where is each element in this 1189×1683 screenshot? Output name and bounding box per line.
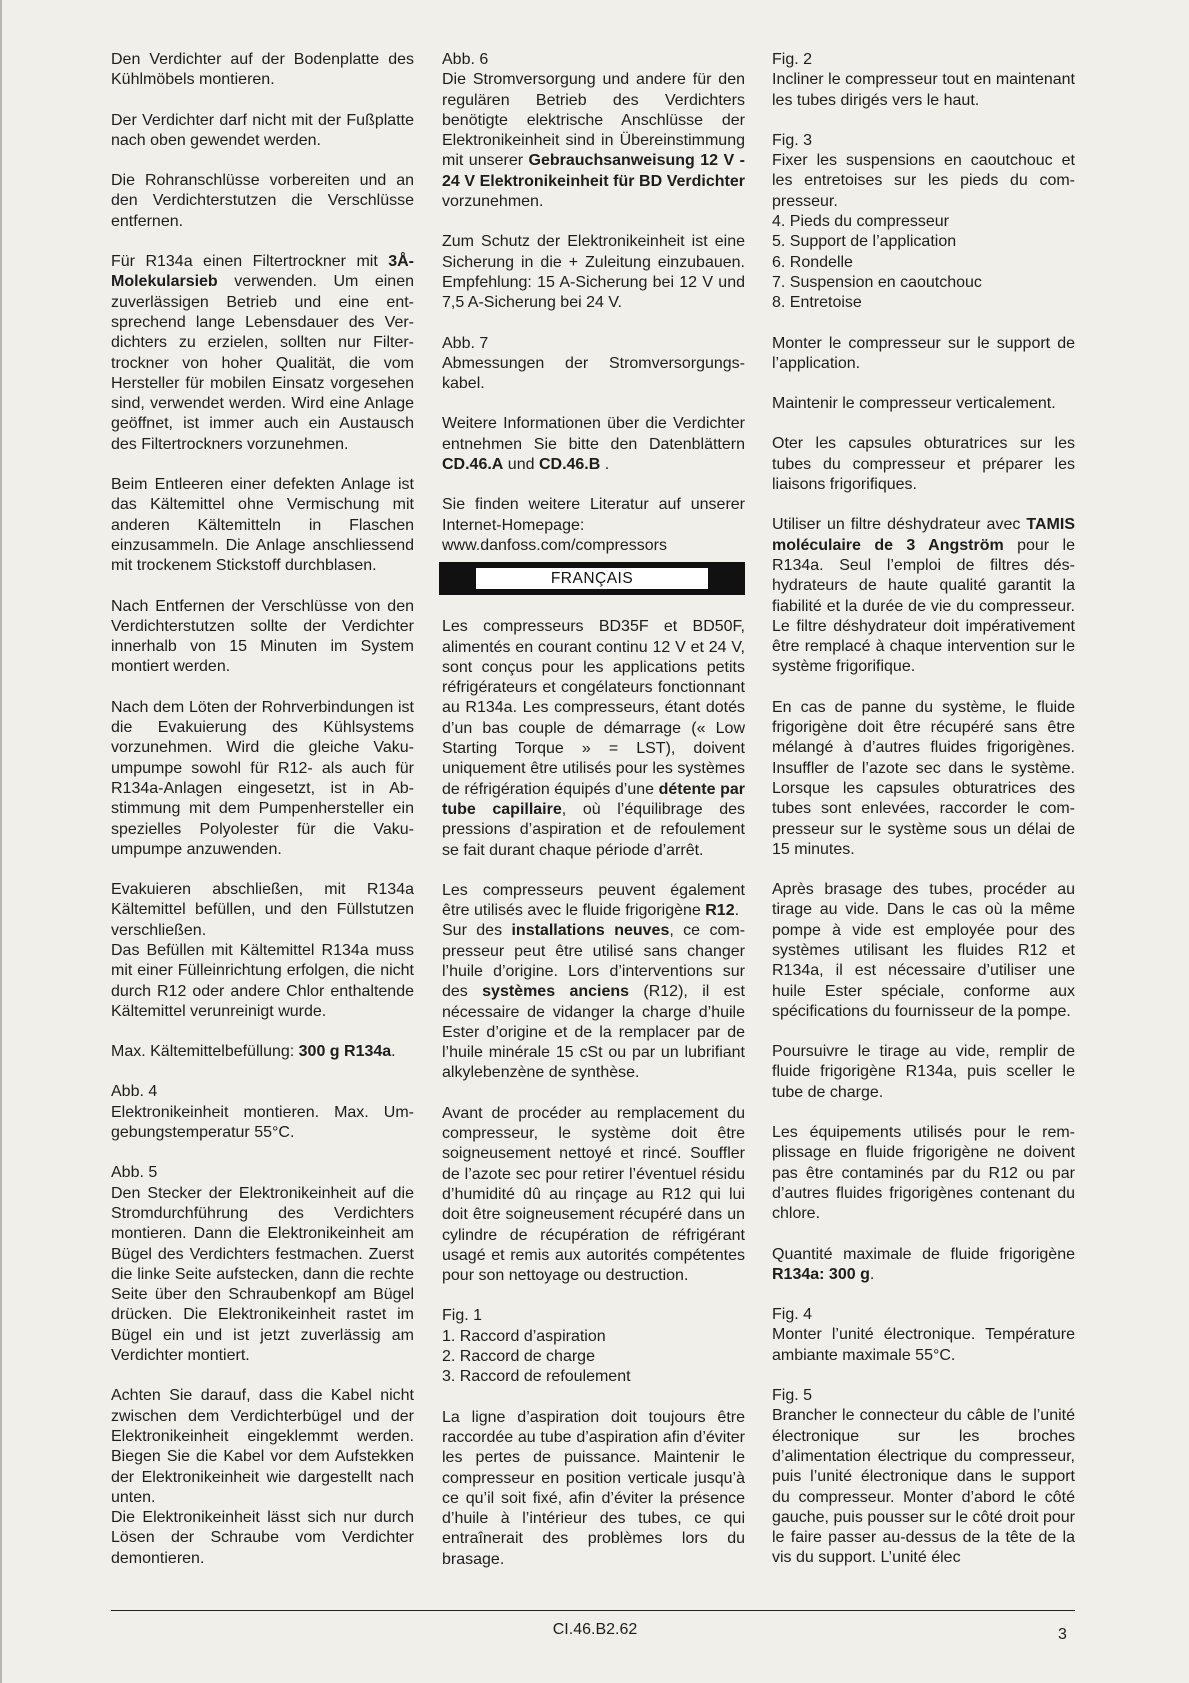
bold-text: 300 g R134a (298, 1043, 392, 1061)
text-run: . (600, 456, 610, 474)
paragraph (772, 434, 1075, 495)
text-run: Die Stromversorgung und andere für den regulären Betrieb des Verdichters benötigte elektrische Anschlüsse der Elektronikeinheit sind in Übereinstimmung mit unserer (442, 71, 745, 170)
bold-text: R134a: 300 g (772, 1265, 870, 1283)
list-item: 6. Rondelle (772, 253, 853, 271)
text-run: Sie finden weitere Literatur auf unserer Internet-Homepage: www.danfoss.com/compressors (442, 496, 745, 554)
paragraph (442, 921, 745, 1083)
text-run: Les compresseurs BD35F et BD50F, alimentés en courant continu 12 V et 24 V, sont conçus pour les applications petits réfrigérateurs et congélateurs fonctionnant au R134a. Les compresseurs, étant dotés d’un bas couple de démarrage (« Low Starting Torque » = LST), doivent uniquement être utilisés pour les systèmes de réfrigération équipés d’une (442, 618, 745, 798)
paragraph (772, 515, 1075, 677)
paragraph (111, 698, 414, 860)
paragraph (772, 1325, 1075, 1366)
figure-reference (442, 334, 745, 354)
bold-text: CD.46.B (538, 456, 601, 474)
list-item: 5. Support de l’application (772, 233, 957, 251)
text-run: En cas de panne du système, le fluide frigorigène doit être récupéré sans être mélangé à d’autres fluides frigorigènes. Insuffler de l’azote sec dans le système. Lorsque les capsules obturatrices des tubes sont enlevées, raccorder le compresseur sur le système sous un délai de 15 minutes. (772, 698, 1075, 858)
paragraph (111, 1103, 414, 1144)
text-run: Les équipements utilisés pour le remplissage en fluide frigorigène ne doivent pas être contaminés par du R12 ou par d’autres fluides frigorigènes contenant du chlore. (772, 1124, 1075, 1223)
list-item: 1. Raccord d’aspiration (442, 1327, 606, 1345)
text-run: Zum Schutz der Elektronikeinheit ist eine Sicherung in die + Zuleitung einzubauen. Empfehlung: 15 A-Sicherung bei 12 V und 7,5 A-Sicherung bei 24 V. (442, 233, 745, 312)
paragraph (772, 334, 1075, 375)
text-run: Achten Sie darauf, dass die Kabel nicht zwischen dem Verdichterbügel und der Elektronikeinheit eingeklemmt werden. Biegen Sie die Kabel vor dem Aufstekken der Elektronikeinheit wie dargestellt nach unten. (111, 1387, 414, 1506)
list-item: 2. Raccord de charge (442, 1348, 595, 1366)
paragraph (772, 880, 1075, 1022)
paragraph (442, 881, 745, 922)
paragraph (772, 70, 1075, 111)
text-run: Weitere Informationen über die Verdichter entnehmen Sie bitte den Datenblättern (442, 415, 745, 453)
text-run: Utiliser un filtre déshydrateur avec (772, 516, 1027, 534)
document-code: CI.46.B2.62 (552, 1621, 638, 1638)
bold-text: installations neuves (511, 922, 670, 940)
text-run: Max. Kältemittelbefüllung: (111, 1043, 299, 1061)
figure-reference (111, 1082, 414, 1102)
list-item: 4. Pieds du compresseur (772, 213, 949, 231)
text-run: Abb. 7 (442, 334, 489, 352)
text-run: Evakuieren abschließen, mit R134a Kältemittel befüllen, und den Füllstutzen verschließen. (111, 881, 414, 939)
text-run: Die Rohranschlüsse vorbereiten und an den Verdichterstutzen die Verschlüsse entfernen. (111, 172, 414, 230)
figure-reference (772, 1305, 1075, 1325)
paragraph (111, 1508, 414, 1569)
text-run: Abb. 4 (111, 1083, 158, 1101)
paragraph (772, 1123, 1075, 1224)
text-run: Brancher le connecteur du câble de l’unité électronique sur les broches d’alimentation électrique du compresseur, puis l’unité électronique dans le support du compresseur. Monter d’abord le côté gauche, puis pousser sur le côté droit pour le faire passer au-dessus de la tête de la vis du support. L’unité élec (772, 1407, 1075, 1567)
text-run: Den Verdichter auf der Bodenplatte des Kühlmöbels montieren. (111, 51, 414, 89)
scan-edge (0, 0, 2, 1683)
figure-reference (442, 50, 745, 70)
paragraph (111, 111, 414, 152)
text-run: . (391, 1043, 396, 1061)
text-run: Nach Entfernen der Verschlüsse von den Verdichterstutzen sollte der Verdichter innerhalb von 15 Minuten im System montiert werden. (111, 597, 414, 676)
text-run: und (503, 456, 539, 474)
text-run: Fig. 1 (442, 1307, 483, 1325)
text-run: Monter l’unité électronique. Température ambiante maximale 55°C. (772, 1326, 1075, 1364)
figure-reference (772, 1386, 1075, 1406)
text-run: Für R134a einen Filtertrockner mit (111, 253, 389, 271)
paragraph (111, 171, 414, 232)
paragraph (111, 475, 414, 576)
text-run: (R12), il est nécessaire de vidanger la charge d’huile Ester d’origine et de la remplacer par de l’huile minérale 15 cSt ou par un lubrifiant alkylebenzène de synthèse. (442, 983, 745, 1082)
text-run: Der Verdichter darf nicht mit der Fußplatte nach oben gewendet werden. (111, 111, 414, 149)
bold-text: 3Å-Molekularsieb (111, 253, 414, 291)
bold-text: systèmes anciens (482, 983, 630, 1001)
paragraph (772, 1406, 1075, 1568)
text-run: Les compresseurs peuvent également être utilisés avec le fluide frigorigène (442, 881, 745, 920)
language-heading (439, 562, 745, 595)
list-item: 3. Raccord de refoulement (442, 1368, 631, 1386)
text-run: Das Befüllen mit Kältemittel R134a muss mit einer Fülleinrichtung erfolgen, die nicht durch R12 oder andere Chlor enthaltende Kältemittel verunreinigt wurde. (111, 941, 414, 1020)
text-run: La ligne d’aspiration doit toujours être raccordée au tube d’aspiration afin d’éviter les pertes de puissance. Maintenir le compresseur en position verticale jusqu’à ce qu’il soit fixé, afin d’éviter la présence d’huile à l’intérieur des tubes, ce qui entraînerait des problèmes lors du brasage. (442, 1408, 745, 1568)
paragraph (442, 354, 745, 395)
paragraph (111, 50, 414, 91)
column-german-french (442, 50, 745, 1570)
language-label: FRANÇAIS (476, 568, 708, 589)
bold-text: CD.46.A (442, 456, 504, 474)
text-run: Abb. 5 (111, 1164, 158, 1182)
paragraph (442, 70, 745, 212)
text-run: Fig. 2 (772, 51, 813, 68)
paragraph (772, 698, 1075, 860)
paragraph (442, 1408, 745, 1570)
column-french-2 (772, 50, 1075, 1569)
text-run: , ce compresseur peut être utilisé sans changer l’huile d’origine. Lors d’interventions sur des (442, 922, 746, 1001)
text-run: Incliner le compresseur tout en maintenant les tubes dirigés vers le haut. (772, 71, 1075, 109)
paragraph (111, 1042, 414, 1062)
paragraph (111, 880, 414, 941)
text-run: Avant de procéder au remplacement du compresseur, le système doit être soigneusement nettoyé et rincé. Souffler de l’azote sec pour retirer l’éventuel résidu d’humidité dû au rinçage au R12 qui lui doit être soigneusement récupéré dans un cylindre de récupération de réfrigérant usagé et remis aux autorités compétentes pour son nettoyage ou destruction. (442, 1104, 745, 1285)
paragraph (442, 232, 745, 313)
text-run: Maintenir le compresseur verticalement. (772, 395, 1056, 413)
paragraph (442, 1104, 745, 1287)
text-run: Den Stecker der Elektronikeinheit auf die Stromdurchführung des Verdichters montieren. Dann die Elektronikeinheit am Bügel des Verdichters festmachen. Zuerst die linke Seite aufstecken, dann die rechte Seite über den Schraubenkopf am Bügel drücken. Die Elektronikeinheit rastet im Bügel ein und ist jetzt zuverlässig am Verdichter montiert. (111, 1184, 414, 1365)
paragraph (442, 495, 745, 556)
paragraph (111, 252, 414, 455)
figure-reference (772, 131, 1075, 151)
figure-reference (442, 1306, 745, 1326)
text-run: verwenden. Um einen zuverlässigen Betrieb und eine entsprechend lange Lebensdauer des Verdichters zu erzielen, sollten nur Filtertrockner von hoher Qualität, die vom Hersteller für mobilen Einsatz vorgesehen sind, verwendet werden. Wird eine Anlage geöffnet, ist immer auch ein Austausch des Filtertrockners vorzunehmen. (111, 273, 414, 453)
list-item: 8. Entretoise (772, 294, 862, 312)
numbered-list (442, 1327, 745, 1388)
text-run: . (869, 1265, 875, 1283)
text-run: Elektronikeinheit montieren. Max. Umgebungstemperatur 55°C. (111, 1103, 414, 1142)
bold-text: TAMIS moléculaire de 3 Angström (772, 516, 1075, 554)
text-run: vorzunehmen. (442, 193, 544, 211)
numbered-list (772, 212, 1075, 313)
text-run: pour le R134a. Seul l’emploi de filtres déshydrateurs de haute qualité garantit la fiabilité et la durée de vie du compresseur. Le filtre déshydrateur doit impérativement être remplacé à chaque intervention sur le système frigorifique. (772, 536, 1076, 676)
paragraph (111, 1386, 414, 1508)
paragraph (772, 1245, 1075, 1286)
text-run: Monter le compresseur sur le support de l’application. (772, 334, 1075, 372)
paragraph (111, 597, 414, 678)
text-run: Poursuivre le tirage au vide, remplir de fluide frigorigène R134a, puis sceller le tube de charge. (772, 1043, 1075, 1101)
text-run: . (734, 902, 740, 920)
text-run: Abb. 6 (442, 51, 489, 68)
figure-reference (111, 1163, 414, 1183)
text-run: Fig. 5 (772, 1387, 813, 1405)
paragraph (111, 941, 414, 1022)
text-run: Die Elektronikeinheit lässt sich nur durch Lösen der Schraube vom Verdichter demontieren. (111, 1509, 414, 1567)
paragraph (772, 151, 1075, 212)
bold-text: Gebrauchsanweisung 12 V - 24 V Elektronikeinheit für BD Verdichter (442, 152, 746, 190)
text-run: Fixer les suspensions en caoutchouc et les entretoises sur les pieds du compresseur. (772, 152, 1075, 210)
text-run: Fig. 3 (772, 131, 813, 149)
text-run: , où l’équilibrage des pressions d’aspiration et de refoulement se fait durant chaque période d’arrêt. (442, 800, 746, 859)
text-run: Oter les capsules obturatrices sur les tubes du compresseur et préparer les liaisons frigorifiques. (772, 435, 1075, 494)
paragraph (442, 414, 745, 475)
text-run: Fig. 4 (772, 1306, 813, 1324)
text-run: Après brasage des tubes, procéder au tirage au vide. Dans le cas où la même pompe à vide est employée pour des systèmes utilisant les fluides R12 et R134a, il est nécessaire d’utiliser une huile Ester spéciale, conforme aux spécifications du fournisseur de la pompe. (772, 881, 1075, 1020)
paragraph (111, 1184, 414, 1367)
paragraph (442, 617, 745, 861)
paragraph (772, 1042, 1075, 1103)
text-run: Nach dem Löten der Rohrverbindungen ist die Evakuierung des Kühlsystems vorzunehmen. Wird die gleiche Vakuumpumpe sowohl für R12- als auch für R134a-Anlagen eingesetzt, ist in Abstimmung mit dem Pumpenhersteller ein spezielles Polyolester für die Vakuumpumpe anzuwenden. (111, 698, 414, 858)
footer-rule (111, 1610, 1075, 1611)
list-item: 7. Suspension en caoutchouc (772, 273, 982, 291)
text-run: Sur des (442, 922, 512, 940)
bold-text: détente par tube capillaire (442, 780, 745, 818)
text-run: Beim Entleeren einer defekten Anlage ist das Kältemittel ohne Vermischung mit anderen Kältemitteln in Flaschen einzusammeln. Die Anlage anschliessend mit trockenem Stickstoff durchblasen. (111, 476, 414, 575)
figure-reference (772, 50, 1075, 70)
paragraph (772, 394, 1075, 414)
text-run: Quantité maximale de fluide frigorigène (772, 1245, 1075, 1263)
column-german-1 (111, 50, 414, 1569)
page-number: 3 (1058, 1626, 1067, 1643)
text-run: Abmessungen der Stromversorgungskabel. (442, 354, 745, 393)
bold-text: R12 (705, 902, 735, 920)
